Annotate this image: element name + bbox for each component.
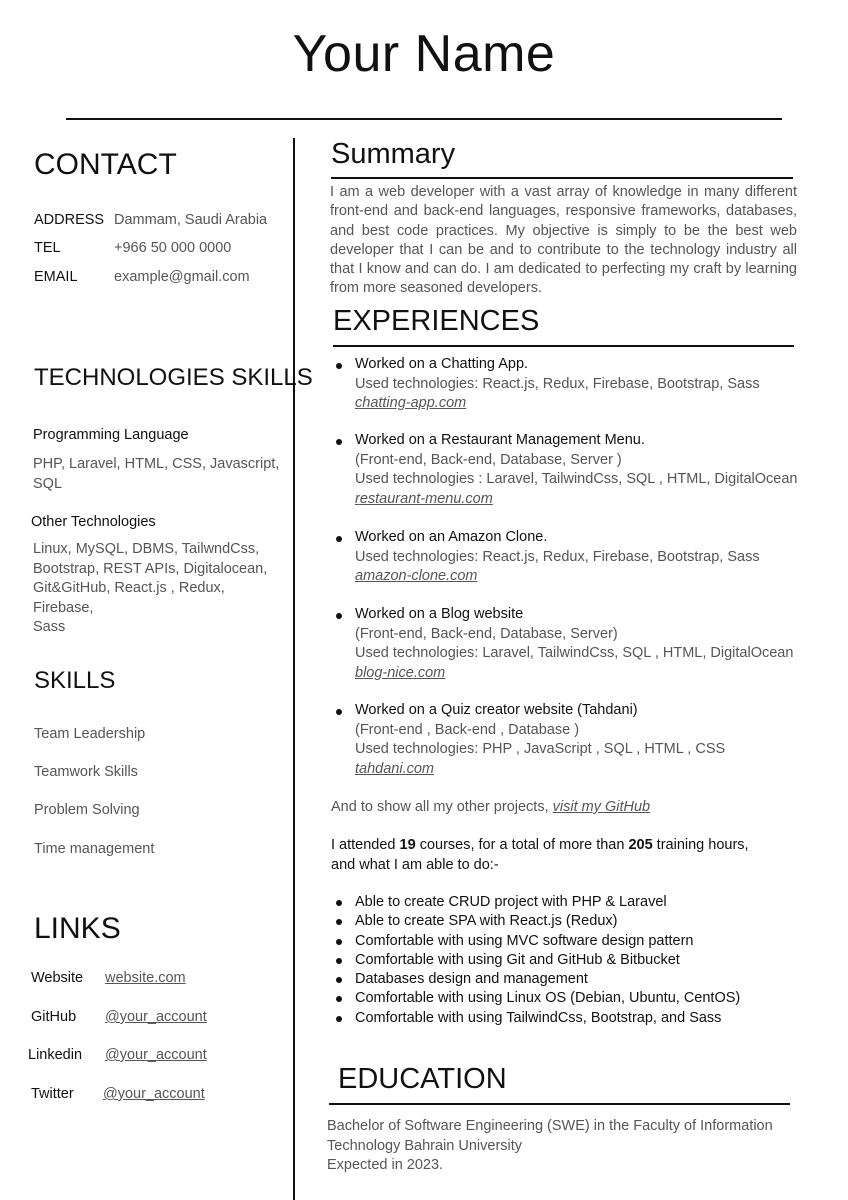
courses-text: I attended — [331, 837, 400, 853]
resume-name: Your Name — [292, 25, 556, 83]
bullet-icon — [336, 977, 342, 983]
experience-link[interactable]: restaurant-menu.com — [355, 490, 493, 507]
other-tech-line: Linux, MySQL, DBMS, TailwndCss, — [33, 541, 260, 557]
ability-item — [330, 1009, 740, 1028]
skill-item: Problem Solving — [34, 802, 140, 818]
link-key: Website — [31, 970, 84, 986]
experience-title: Worked on a Blog website — [355, 606, 524, 622]
skills-heading: SKILLS — [34, 667, 116, 694]
tech-skills-heading: TECHNOLOGIES SKILLS — [34, 364, 313, 391]
experience-item — [330, 701, 800, 779]
other-tech-line: Git&GitHub, React.js , Redux, Firebase, — [33, 580, 225, 616]
experience-link[interactable]: blog-nice.com — [355, 664, 446, 681]
ability-text: Comfortable with using Git and GitHub & Bitbucket — [355, 951, 680, 968]
skill-item: Time management — [34, 841, 155, 857]
bullet-icon — [336, 958, 342, 964]
experience-detail: Used technologies: React.js, Redux, Firebase, Bootstrap, Sass — [355, 375, 760, 392]
courses-paragraph — [331, 836, 749, 875]
courses-text: training hours, — [652, 837, 749, 853]
contact-key: TEL — [34, 240, 61, 256]
bullet-icon — [336, 900, 342, 906]
visit-github-link[interactable]: visit my GitHub — [552, 799, 651, 815]
bullet-icon — [336, 709, 342, 715]
linkedin-link[interactable]: @your_account — [105, 1047, 207, 1063]
experience-link[interactable]: amazon-clone.com — [355, 568, 478, 584]
ability-item — [330, 989, 740, 1008]
ability-item — [330, 970, 740, 989]
courses-text: courses, for a total of more than — [415, 837, 629, 853]
bullet-icon — [336, 363, 342, 369]
other-tech-line: Bootstrap, REST APIs, Digitalocean, — [33, 560, 268, 577]
programming-text — [33, 455, 283, 494]
education-line: Bachelor of Software Engineering (SWE) in the Faculty of Information — [327, 1118, 773, 1134]
column-divider — [293, 138, 295, 1200]
programming-heading: Programming Language — [33, 427, 189, 443]
other-tech-line: Sass — [33, 619, 66, 635]
experience-detail: Used technologies : Laravel, TailwindCss, SQL , HTML, DigitalOcean — [355, 471, 798, 487]
contact-key: ADDRESS — [34, 212, 105, 228]
skill-item: Teamwork Skills — [34, 764, 138, 780]
github-line-text: And to show all my other projects, — [331, 799, 553, 815]
education-heading: EDUCATION — [338, 1063, 507, 1095]
ability-text: Comfortable with using Linux OS (Debian, Ubuntu, CentOS) — [355, 990, 741, 1007]
experience-title: Worked on a Restaurant Management Menu. — [355, 432, 645, 448]
link-key: Twitter — [31, 1086, 74, 1102]
bullet-icon — [336, 613, 342, 619]
contact-value: Dammam, Saudi Arabia — [114, 212, 268, 228]
bullet-icon — [336, 939, 342, 945]
experience-item — [330, 431, 800, 509]
courses-line-2: and what I am able to do:- — [331, 856, 499, 873]
summary-rule — [331, 177, 793, 179]
ability-text: Databases design and management — [355, 971, 588, 988]
experience-link[interactable]: chatting-app.com — [355, 395, 467, 411]
ability-text: Able to create CRUD project with PHP & Laravel — [355, 894, 667, 910]
bullet-icon — [336, 439, 342, 445]
link-key: GitHub — [31, 1009, 77, 1025]
ability-text: Able to create SPA with React.js (Redux) — [355, 913, 618, 930]
ability-item — [330, 912, 740, 931]
ability-text: Comfortable with using MVC software design pattern — [355, 932, 694, 949]
other-tech-text — [33, 540, 288, 638]
twitter-link[interactable]: @your_account — [103, 1086, 205, 1102]
other-tech-heading: Other Technologies — [31, 514, 156, 530]
experience-detail: (Front-end, Back-end, Database, Server ) — [355, 451, 622, 468]
ability-item — [330, 932, 740, 951]
courses-count: 19 — [399, 837, 416, 853]
experience-detail: (Front-end, Back-end, Database, Server) — [355, 625, 618, 642]
experience-item — [330, 528, 800, 587]
programming-line: PHP, Laravel, HTML, CSS, Javascript, — [33, 456, 280, 472]
link-key: Linkedin — [28, 1047, 83, 1063]
training-hours: 205 — [628, 837, 653, 853]
experiences-rule — [333, 345, 794, 347]
programming-line: SQL — [33, 475, 63, 492]
ability-text: Comfortable with using TailwindCss, Bootstrap, and Sass — [355, 1009, 722, 1026]
bullet-icon — [336, 536, 342, 542]
bullet-icon — [336, 919, 342, 925]
experiences-heading: EXPERIENCES — [333, 305, 540, 337]
links-heading: LINKS — [34, 912, 121, 945]
experience-item — [330, 605, 800, 683]
ability-item — [330, 951, 740, 970]
education-text — [327, 1117, 787, 1176]
skill-item: Team Leadership — [34, 726, 146, 742]
header-divider — [66, 118, 782, 120]
github-link[interactable]: @your_account — [105, 1009, 207, 1025]
experience-title: Worked on a Chatting App. — [355, 356, 529, 372]
contact-heading: CONTACT — [34, 148, 177, 181]
experience-detail: (Front-end , Back-end , Database ) — [355, 721, 580, 738]
bullet-icon — [336, 1016, 342, 1022]
contact-value: +966 50 000 0000 — [114, 240, 232, 256]
experience-detail: Used technologies: React.js, Redux, Firebase, Bootstrap, Sass — [355, 548, 760, 565]
education-rule — [329, 1103, 790, 1105]
contact-key: EMAIL — [34, 269, 78, 285]
experience-link[interactable]: tahdani.com — [355, 760, 434, 777]
experience-detail: Used technologies: Laravel, TailwindCss, SQL , HTML, DigitalOcean — [355, 645, 794, 661]
experience-detail: Used technologies: PHP , JavaScript , SQL , HTML , CSS — [355, 741, 726, 757]
bullet-icon — [336, 996, 342, 1002]
summary-text: I am a web developer with a vast array of knowledge in many different front-end and back-end languages, responsive frameworks, databases, and best code practices. My objective is simply to be the best web developer that I can be and to contribute to the technology industry all that I know and can do. I am dedicated to perfecting my craft by learning from more seasoned developers. — [330, 184, 797, 297]
github-line — [331, 798, 650, 818]
abilities-list — [330, 893, 740, 1028]
contact-value: example@gmail.com — [114, 269, 250, 285]
experience-item — [330, 355, 800, 414]
education-line: Expected in 2023. — [327, 1157, 444, 1173]
summary-heading: Summary — [331, 138, 456, 170]
experience-title: Worked on an Amazon Clone. — [355, 529, 548, 545]
education-line: Technology Bahrain University — [327, 1137, 523, 1154]
ability-item — [330, 893, 740, 912]
experience-title: Worked on a Quiz creator website (Tahdani) — [355, 702, 638, 718]
website-link[interactable]: website.com — [105, 970, 186, 986]
